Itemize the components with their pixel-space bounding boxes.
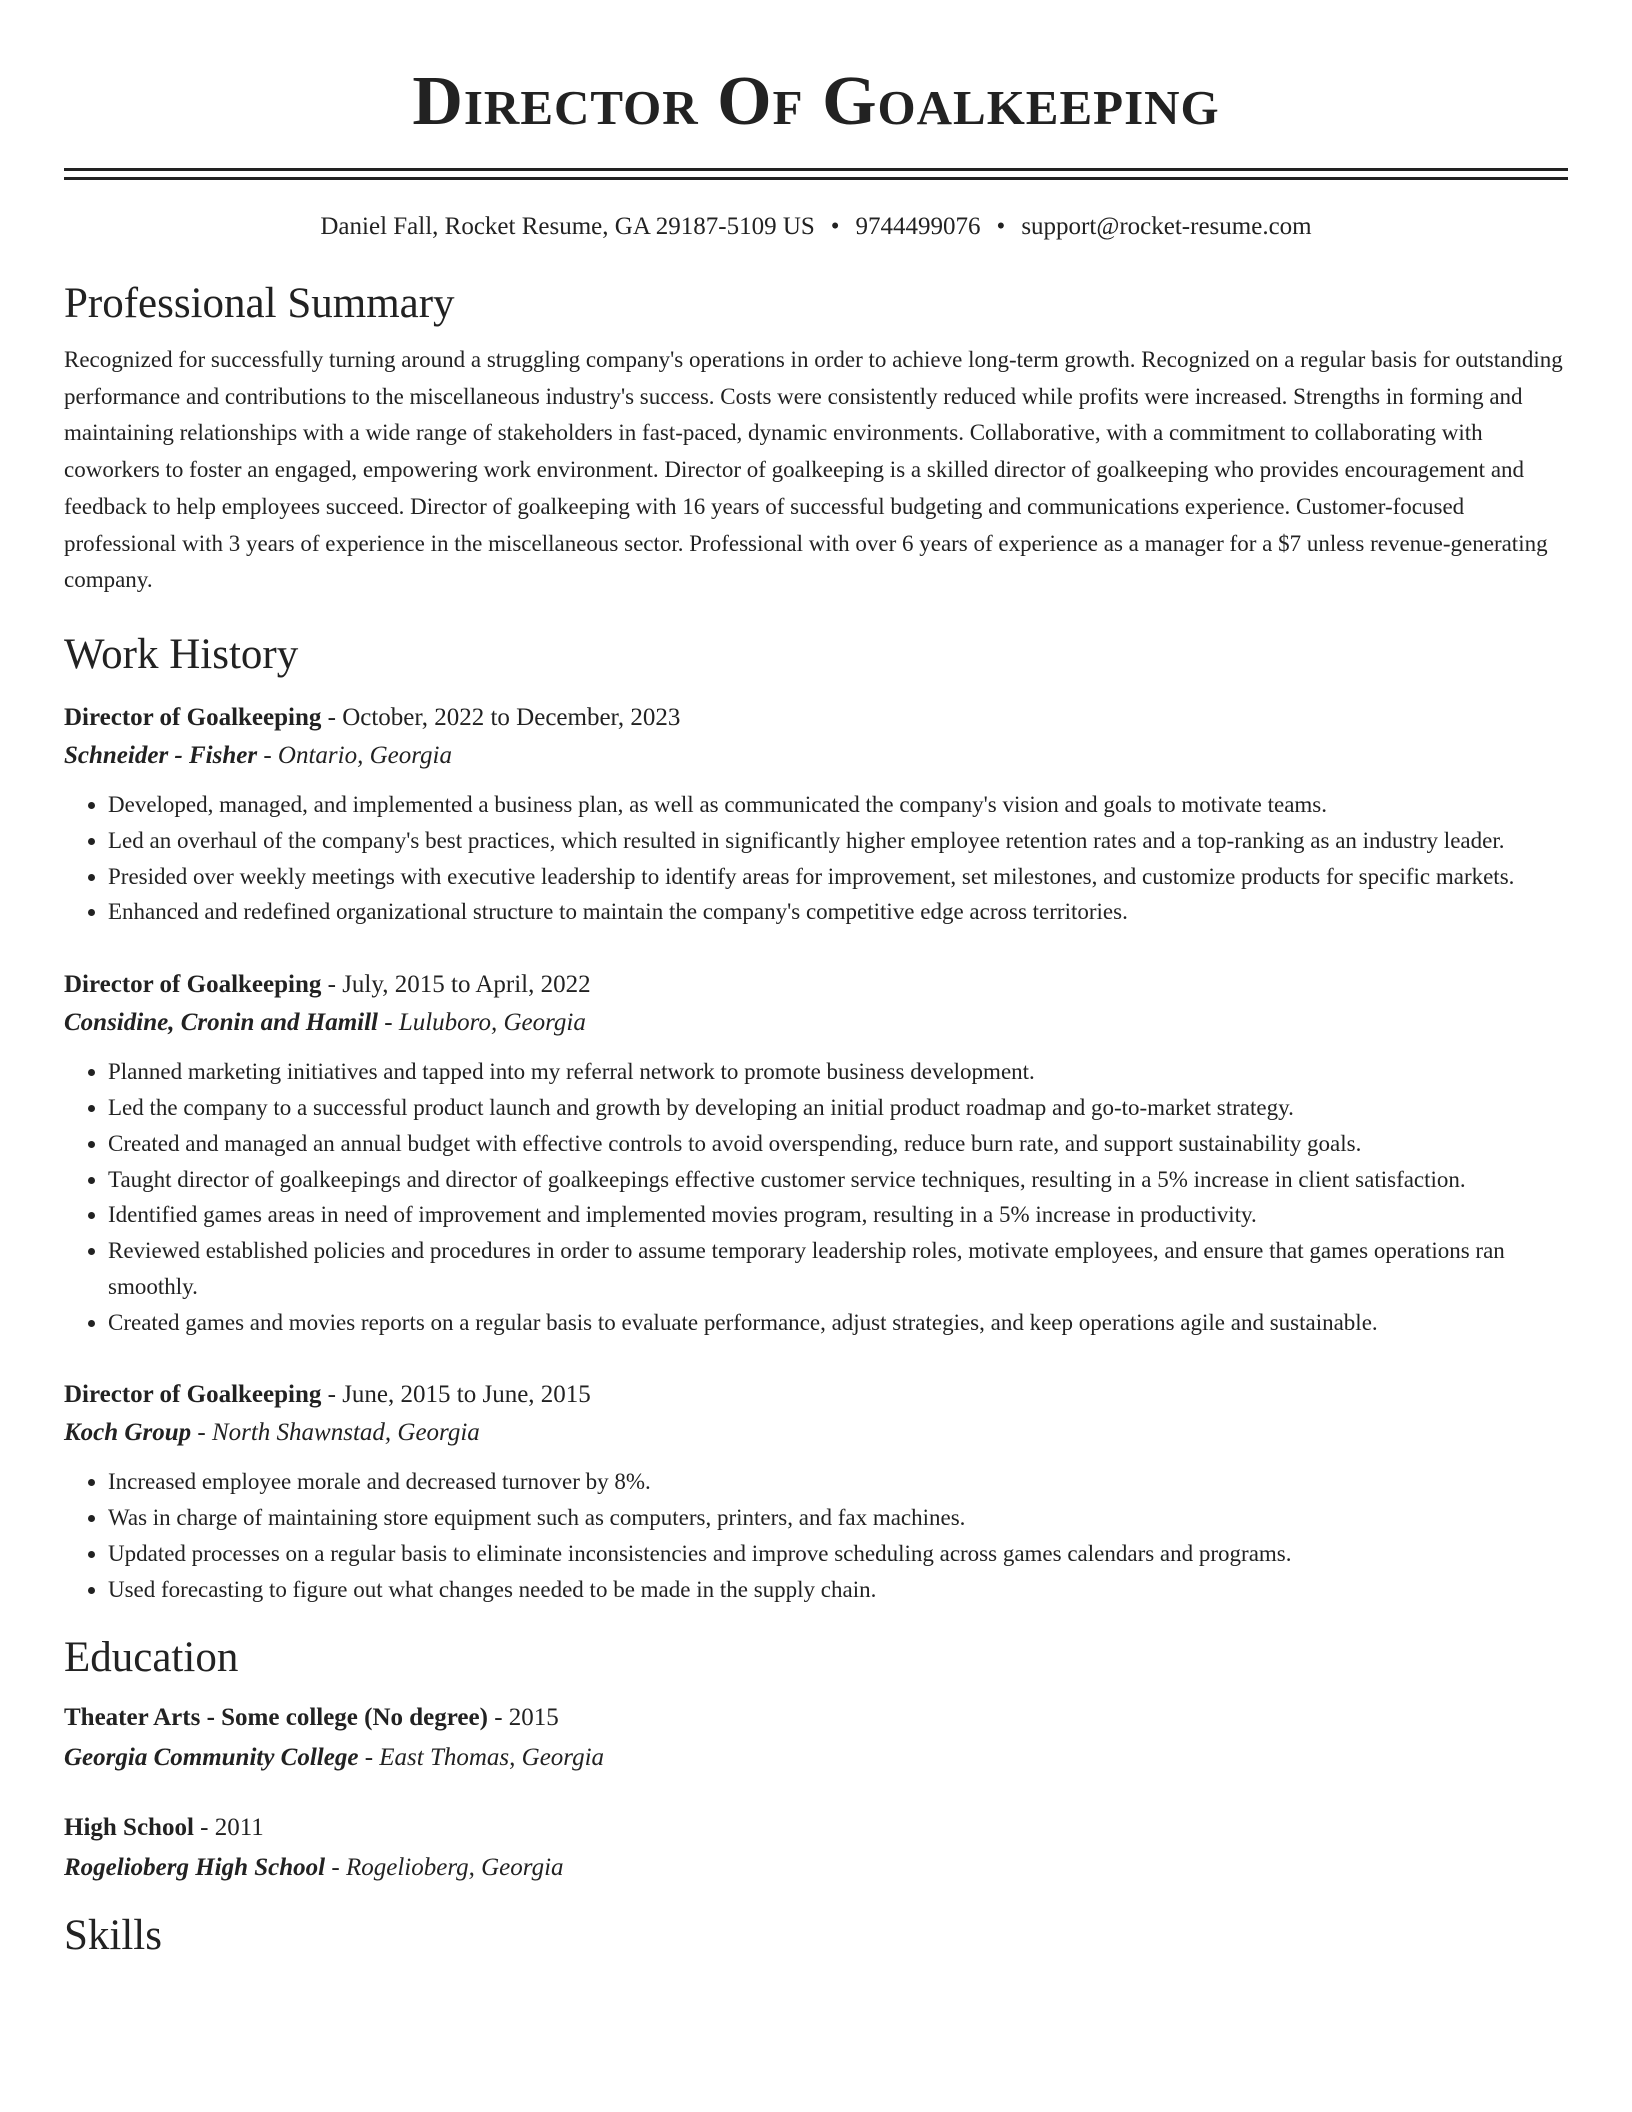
- job-title-line: [64, 966, 1568, 1004]
- job-company-line: [64, 737, 1568, 775]
- job-bullet: • Planned marketing initiatives and tapped into my referral network to promote business development.: [108, 1054, 1568, 1090]
- contact-separator: •: [830, 213, 840, 240]
- job-bullet: • Enhanced and redefined organizational structure to maintain the company's competitive edge across territories.: [108, 894, 1568, 930]
- job-bullet: • Increased employee morale and decreased turnover by 8%.: [108, 1464, 1568, 1500]
- job-bullet: • Updated processes on a regular basis to eliminate inconsistencies and improve scheduling across games calendars and programs.: [108, 1536, 1568, 1572]
- job-location: - Ontario, Georgia: [257, 741, 452, 769]
- job-company: Schneider - Fisher: [64, 741, 258, 769]
- education-school-line: [64, 1738, 1568, 1778]
- title-double-rule: [64, 168, 1568, 180]
- education-year: - 2015: [487, 1703, 559, 1731]
- job-bullet: • Presided over weekly meetings with executive leadership to identify areas for improvement, set milestones, and customize products for specific markets.: [108, 859, 1568, 895]
- education-location: - East Thomas, Georgia: [358, 1743, 605, 1771]
- job-company: Koch Group: [64, 1419, 192, 1447]
- contact-line: [64, 212, 1568, 242]
- job-company-line: [64, 1004, 1568, 1042]
- education-degree: High School: [64, 1813, 194, 1841]
- job-bullet: • Created games and movies reports on a regular basis to evaluate performance, adjust strategies, and keep operations agile and sustainable.: [108, 1305, 1568, 1341]
- education-entry: [64, 1698, 1568, 1778]
- job-bullet: • Taught director of goalkeepings and director of goalkeepings effective customer service techniques, resulting in a 5% increase in client satisfaction.: [108, 1162, 1568, 1198]
- education-degree-line: [64, 1698, 1568, 1738]
- education-heading: Education: [64, 1633, 239, 1681]
- job-company: Considine, Cronin and Hamill: [64, 1009, 378, 1037]
- job-title-line: [64, 1376, 1568, 1414]
- job-entry: [64, 699, 1568, 930]
- job-bullet: • Reviewed established policies and procedures in order to assume temporary leadership roles, motivate employees, and ensure that games operations ran smoothly.: [108, 1233, 1568, 1305]
- job-bullets: [64, 1464, 1568, 1607]
- job-entry: [64, 966, 1568, 1340]
- job-location: - North Shawnstad, Georgia: [191, 1419, 480, 1447]
- education-school: Georgia Community College: [64, 1743, 359, 1771]
- job-bullets: [64, 787, 1568, 930]
- resume-title: Director Of Goalkeeping: [412, 63, 1220, 140]
- summary-text: Recognized for successfully turning around a struggling company's operations in order to achieve long-term growth. Recognized on a regular basis for outstanding performance and contributions to the miscellaneous industry's success. Costs were consistently reduced while profits were increased. Strengths in forming and maintaining relationships with a wide range of stakeholders in fast-paced, dynamic environments. Collaborative, with a commitment to collaborating with coworkers to foster an engaged, empowering work environment. Director of goalkeeping is a skilled director of goalkeeping who provides encouragement and feedback to help employees succeed. Director of goalkeeping with 16 years of successful budgeting and communications experience. Customer-focused professional with 3 years of experience in the miscellaneous sector. Professional with over 6 years of experience as a manager for a $7 unless revenue-generating company.: [64, 347, 1563, 593]
- job-company-line: [64, 1414, 1568, 1452]
- job-bullet: • Led an overhaul of the company's best practices, which resulted in significantly higher employee retention rates and a top-ranking as an industry leader.: [108, 823, 1568, 859]
- summary-heading: Professional Summary: [64, 280, 455, 327]
- contact-phone: 9744499076: [855, 213, 981, 240]
- job-bullet: • Used forecasting to figure out what changes needed to be made in the supply chain.: [108, 1572, 1568, 1608]
- job-entry: [64, 1376, 1568, 1607]
- education-degree: Theater Arts - Some college (No degree): [64, 1703, 488, 1731]
- job-location: - Luluboro, Georgia: [378, 1009, 586, 1037]
- job-bullet: • Developed, managed, and implemented a business plan, as well as communicated the company's vision and goals to motivate teams.: [108, 787, 1568, 823]
- skills-heading: Skills: [64, 1911, 162, 1959]
- job-title: Director of Goalkeeping: [64, 971, 322, 999]
- job-title-line: [64, 699, 1568, 737]
- job-title: Director of Goalkeeping: [64, 703, 322, 731]
- education-degree-line: [64, 1808, 1568, 1848]
- job-bullet: • Created and managed an annual budget with effective controls to avoid overspending, reduce burn rate, and support sustainability goals.: [108, 1126, 1568, 1162]
- job-title: Director of Goalkeeping: [64, 1381, 322, 1409]
- contact-separator: •: [996, 213, 1006, 240]
- job-bullet: • Was in charge of maintaining store equipment such as computers, printers, and fax machines.: [108, 1500, 1568, 1536]
- job-dates: - October, 2022 to December, 2023: [321, 703, 681, 731]
- education-school-line: [64, 1848, 1568, 1888]
- job-dates: - June, 2015 to June, 2015: [321, 1381, 591, 1409]
- job-bullet: • Identified games areas in need of improvement and implemented movies program, resulting in a 5% increase in productivity.: [108, 1197, 1568, 1233]
- contact-address: Daniel Fall, Rocket Resume, GA 29187-5109 US: [320, 213, 815, 240]
- education-year: - 2011: [193, 1813, 264, 1841]
- job-dates: - July, 2015 to April, 2022: [321, 971, 591, 999]
- education-location: - Rogelioberg, Georgia: [325, 1853, 564, 1881]
- contact-email: support@rocket-resume.com: [1021, 213, 1312, 240]
- job-bullet: • Led the company to a successful product launch and growth by developing an initial product roadmap and go-to-market strategy.: [108, 1090, 1568, 1126]
- work-history-heading: Work History: [64, 630, 299, 678]
- job-bullets: [64, 1054, 1568, 1340]
- education-school: Rogelioberg High School: [64, 1853, 326, 1881]
- education-entry: [64, 1808, 1568, 1888]
